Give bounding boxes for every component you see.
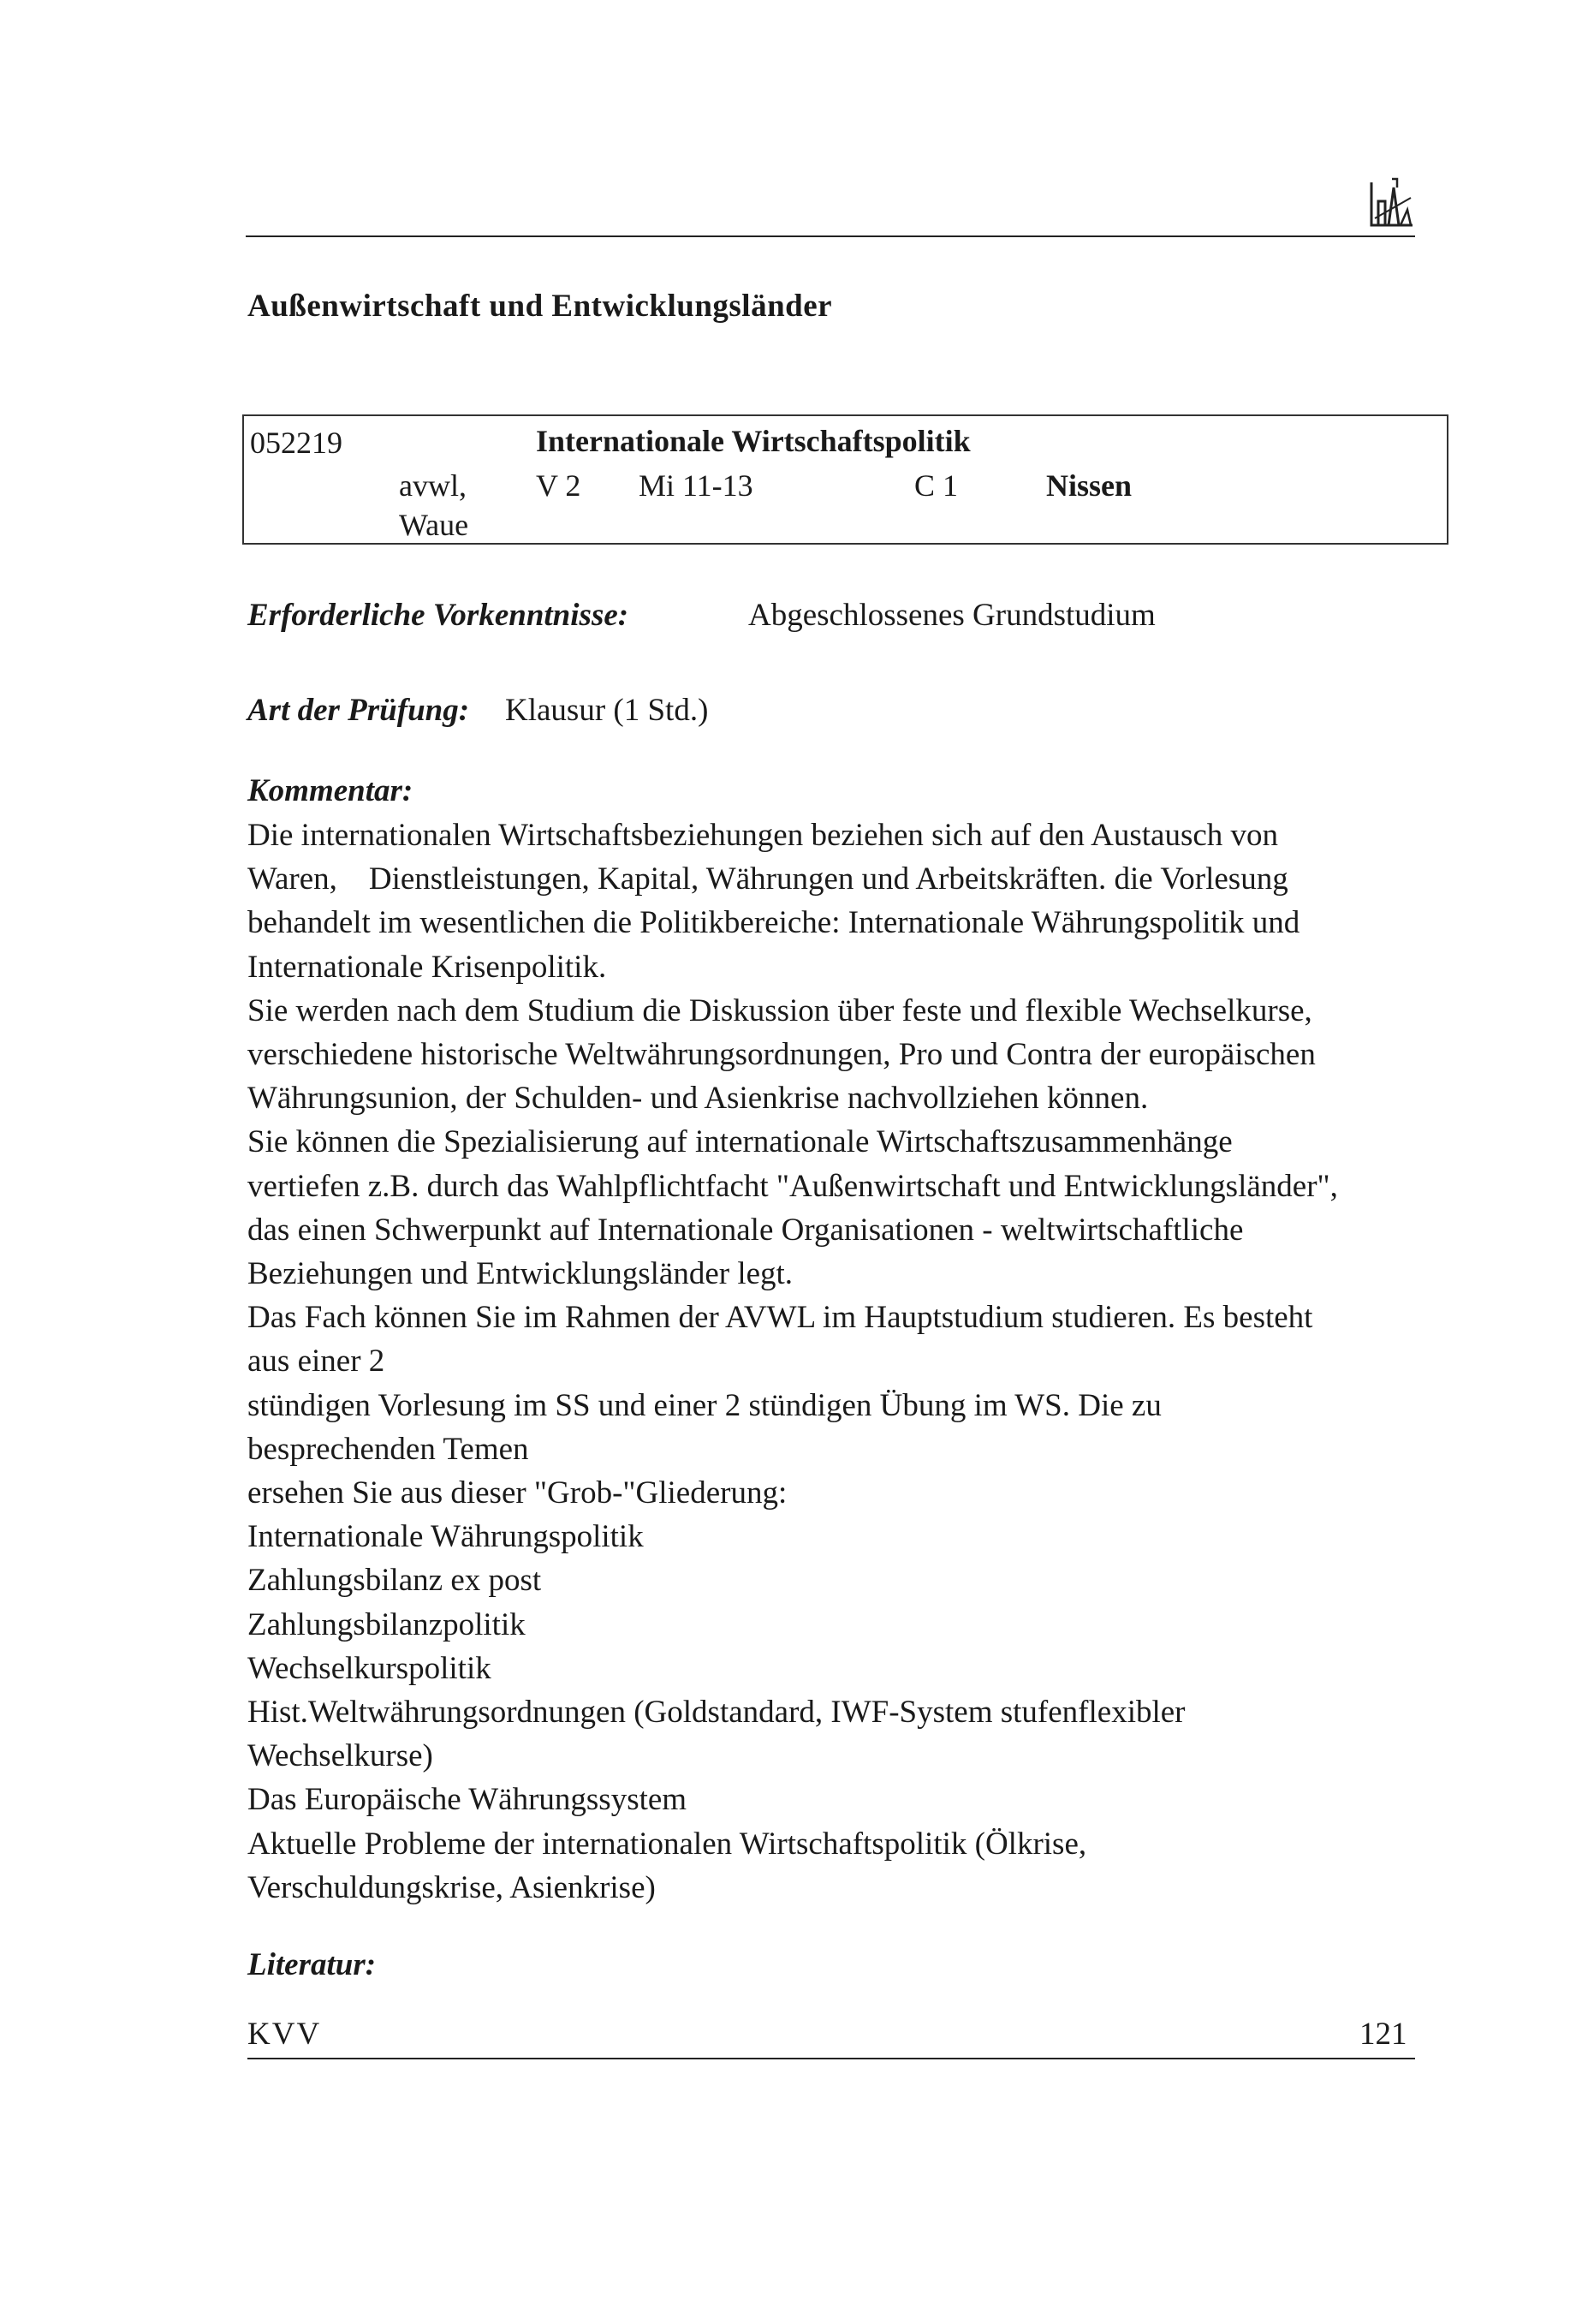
header-rule [246,235,1415,237]
topic-item: Verschuldungskrise, Asienkrise) [247,1869,656,1905]
comment-line: aus einer 2 [247,1344,385,1380]
literature-label: Literatur: [247,1947,377,1982]
topic-item: Zahlungsbilanz ex post [247,1563,542,1599]
footer-kvv: KVV [247,2017,322,2052]
topic-item: Wechselkurspolitik [247,1650,491,1686]
comment-line: Sie können die Spezialisierung auf internationale Wirtschaftszusammenhänge [247,1124,1233,1160]
exam-value: Klausur (1 Std.) [505,693,709,728]
course-time: Mi 11-13 [639,468,753,503]
course-room: C 1 [914,468,959,503]
course-box [242,414,1448,545]
course-area: avwl, [399,468,467,503]
comment-line: Beziehungen und Entwicklungsländer legt. [247,1256,794,1292]
exam-label: Art der Prüfung: [247,693,470,728]
topic-item: Internationale Währungspolitik [247,1519,644,1555]
course-type: V 2 [536,468,581,503]
comment-label: Kommentar: [247,773,413,808]
course-number: 052219 [250,426,342,460]
prerequisites-value: Abgeschlossenes Grundstudium [748,598,1156,633]
page-number: 121 [1359,2017,1407,2052]
topic-item: Wechselkurse) [247,1738,433,1774]
comment-line: Waren, Dienstleistungen, Kapital, Währungen und Arbeitskräften. die Vorlesung [247,861,1288,897]
topic-item: Das Europäische Währungssystem [247,1782,687,1818]
logo-icon [1368,176,1416,229]
prerequisites-label: Erforderliche Vorkenntnisse: [247,598,629,633]
comment-line: besprechenden Temen [247,1431,529,1467]
footer-rule [247,2058,1415,2059]
comment-line: Das Fach können Sie im Rahmen der AVWL im Hauptstudium studieren. Es besteht [247,1300,1313,1336]
comment-line: ersehen Sie aus dieser "Grob-"Gliederung: [247,1475,788,1511]
comment-line: stündigen Vorlesung im SS und einer 2 stündigen Übung im WS. Die zu [247,1387,1162,1423]
comment-line: das einen Schwerpunkt auf Internationale Organisationen - weltwirtschaftliche [247,1212,1244,1248]
comment-line: verschiedene historische Weltwährungsordnungen, Pro und Contra der europäischen [247,1037,1316,1073]
topic-item: Zahlungsbilanzpolitik [247,1606,526,1642]
course-title: Internationale Wirtschaftspolitik [536,424,971,458]
section-title: Außenwirtschaft und Entwicklungsländer [247,289,833,324]
comment-body [247,813,1398,1910]
comment-line: Die internationalen Wirtschaftsbeziehungen beziehen sich auf den Austausch von [247,818,1279,853]
topic-item: Aktuelle Probleme der internationalen Wirtschaftspolitik (Ölkrise, [247,1826,1087,1862]
topic-item: Hist.Weltwährungsordnungen (Goldstandard, IWF-System stufenflexibler [247,1695,1186,1731]
course-second-lecturer: Waue [399,508,469,542]
comment-line: Sie werden nach dem Studium die Diskussion über feste und flexible Wechselkurse, [247,992,1312,1028]
comment-line: vertiefen z.B. durch das Wahlpflichtfacht "Außenwirtschaft und Entwicklungsländer", [247,1168,1338,1204]
comment-line: Internationale Krisenpolitik. [247,949,607,985]
comment-line: Währungsunion, der Schulden- und Asienkrise nachvollziehen können. [247,1081,1149,1117]
course-lecturer: Nissen [1046,468,1133,503]
comment-line: behandelt im wesentlichen die Politikbereiche: Internationale Währungspolitik und [247,905,1300,941]
